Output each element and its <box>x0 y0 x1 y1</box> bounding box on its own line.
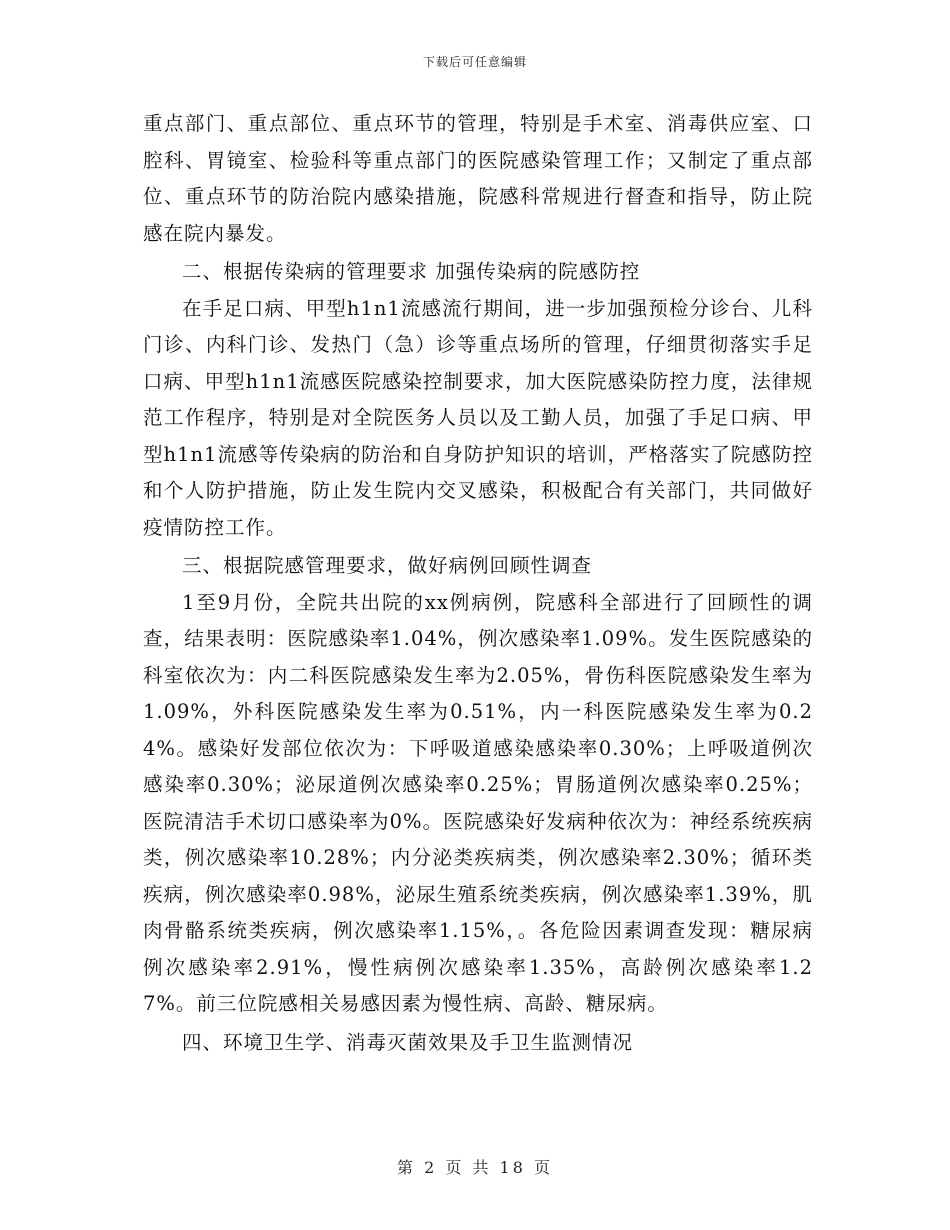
section-heading-2: 二、根据传染病的管理要求 加强传染病的院感防控 <box>182 260 641 283</box>
paragraph-infectious-disease: 在手足口病、甲型h1n1流感流行期间，进一步加强预检分诊台、儿科门诊、内科门诊、发热门（急）诊等重点场所的管理，仔细贯彻落实手足口病、甲型h1n1流感医院感染控制要求，加大医院感染防控力度，法律规范工作程序，特别是对全院医务人员以及工勤人员，加强了手足口病、甲型h1n1流感等传染病的防治和自身防护知识的培训，严格落实了院感防控和个人防护措施，防止发生院内交叉感染，积极配合有关部门，共同做好疫情防控工作。 <box>143 296 813 539</box>
page-header: 下载后可任意编辑 <box>422 55 527 69</box>
document-body <box>143 106 813 1061</box>
paragraph-continuation: 重点部门、重点部位、重点环节的管理，特别是手术室、消毒供应室、口腔科、胃镜室、检验科等重点部门的医院感染管理工作；又制定了重点部位、重点环节的防治院内感染措施，院感科常规进行督查和指导，防止院感在院内暴发。 <box>143 112 813 245</box>
section-heading-3: 三、根据院感管理要求，做好病例回顾性调查 <box>182 554 593 577</box>
section-heading-4: 四、环境卫生学、消毒灭菌效果及手卫生监测情况 <box>182 1030 634 1054</box>
paragraph-retrospective-survey: 1至9月份，全院共出院的xx例病例，院感科全部进行了回顾性的调查，结果表明：医院感染率1.04%，例次感染率1.09%。发生医院感染的科室依次为：内二科医院感染发生率为2.05%，骨伤科医院感染发生率为1.09%，外科医院感染发生率为0.51%，内一科医院感染发生率为0.24%。感染好发部位依次为：下呼吸道感染感染率0.30%；上呼吸道例次感染率0.30%；泌尿道例次感染率0.25%；胃肠道例次感染率0.25%；医院清洁手术切口感染率为0%。医院感染好发病种依次为：神经系统疾病类，例次感染率10.28%；内分泌类疾病类，例次感染率2.30%；循环类疾病，例次感染率0.98%，泌尿生殖系统类疾病，例次感染率1.39%，肌肉骨骼系统类疾病，例次感染率1.15%，。各危险因素调查发现：糖尿病例次感染率2.91%，慢性病例次感染率1.35%，高龄例次感染率1.27%。前三位院感相关易感因素为慢性病、高龄、糖尿病。 <box>143 590 813 1015</box>
page-footer: 第 2 页 共 18 页 <box>397 1158 553 1177</box>
